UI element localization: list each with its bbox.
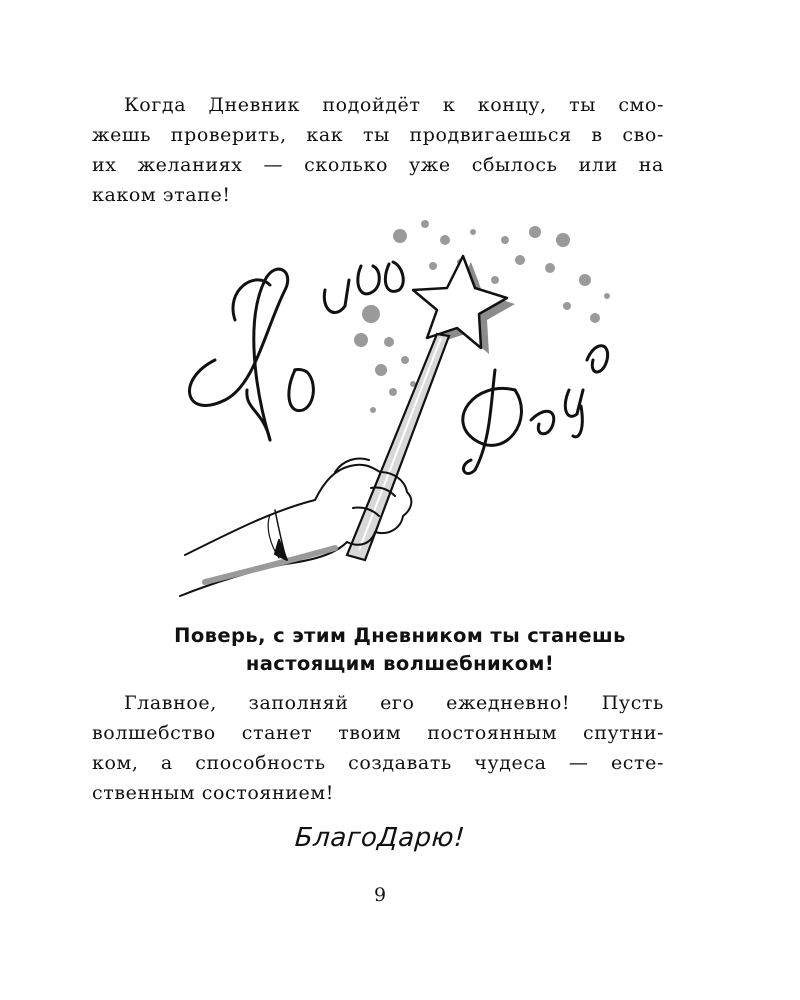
subheading-line: настоящим волшебником! (245, 652, 555, 675)
star-icon (413, 256, 515, 354)
paragraph-line: ком, а способность создавать чудеса — есте- (92, 752, 664, 774)
paragraph-line: каком этапе! (92, 184, 231, 206)
signature: БлагоДарю! (293, 823, 467, 853)
subheading (92, 622, 708, 678)
paragraph-line: их желаниях — сколько уже сбылось или на (92, 154, 664, 176)
body-paragraph (92, 688, 664, 808)
subheading-line: Поверь, с этим Дневником ты станешь (174, 624, 626, 647)
paragraph-line: Когда Дневник подойдёт к концу, ты смо- (124, 94, 664, 116)
paragraph-line: ственным состоянием! (92, 782, 335, 804)
intro-paragraph (92, 90, 664, 210)
paragraph-line: Главное, заполняй его ежедневно! Пусть (124, 692, 664, 714)
page-number: 9 (373, 884, 387, 906)
magic-wand-illustration (175, 210, 625, 610)
paragraph-line: жешь проверить, как ты продвигаешься в сво- (92, 124, 664, 146)
paragraph-line: волшебство станет твоим постоянным спутни- (92, 722, 664, 744)
